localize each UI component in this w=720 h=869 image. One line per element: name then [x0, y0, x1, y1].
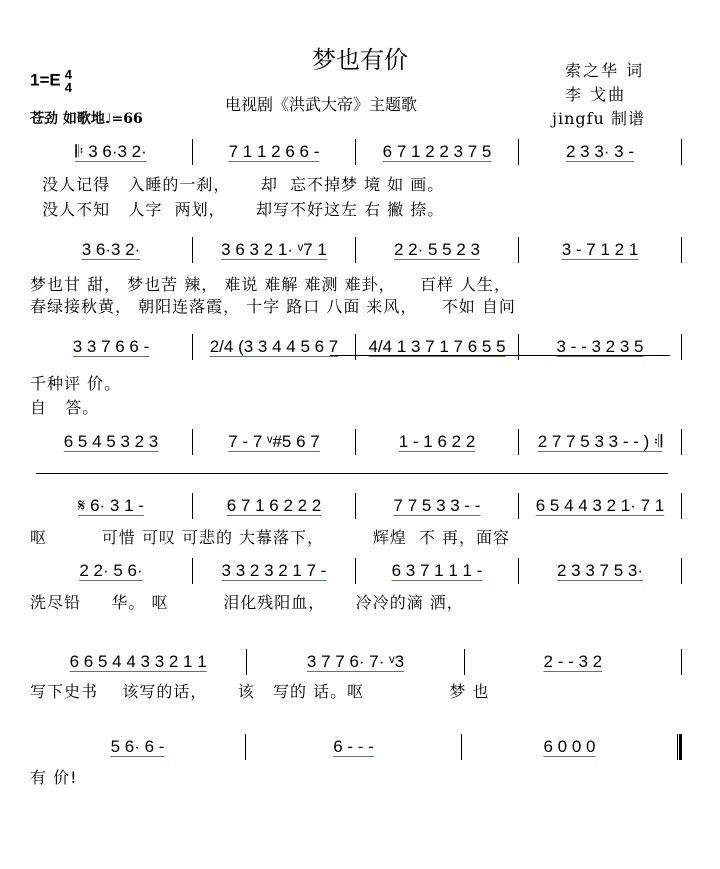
measure [356, 240, 518, 260]
staff-row [30, 238, 682, 262]
lyric-line: 没人记得 入睡的一刹， 却 忘不掉梦 境 如 画。 [30, 175, 445, 194]
tempo-marking: 苍劲 如歌地♩=66 [30, 111, 143, 127]
measure-notes: 2 - - 3 2 [543, 652, 603, 671]
measure [246, 737, 461, 757]
measure-notes: 7 7 5 3 3 - - [393, 496, 481, 515]
measure [462, 737, 677, 757]
measure-notes: 3 - 7 1 2 1 [561, 240, 639, 259]
lyric-line: 自 答。 [30, 398, 100, 417]
measure-notes: 7 1 1 2 6 6 - [228, 142, 320, 161]
measure-notes: 𝄋 6· 3 1 - [78, 496, 144, 515]
lyric-line: 没人不知 人字 两划， 却写不好这左 右 撇 捺。 [30, 200, 445, 219]
measure-notes: 7 - 7 ᵛ#5 6 7 [228, 432, 320, 451]
song-title: 梦也有价 [312, 46, 408, 74]
measure [356, 337, 518, 357]
measure-notes: 2 7 7 5 3 3 - - ) 𝄇 [537, 432, 663, 451]
measure [30, 432, 192, 452]
measure [519, 561, 681, 581]
measure [30, 142, 192, 162]
measure [519, 432, 681, 452]
segno-line [36, 473, 668, 474]
measure [356, 561, 518, 581]
measure-notes: 3 6·3 2· [81, 240, 141, 259]
measure-notes: 3 - - 3 2 3 5 [556, 337, 644, 356]
measure [193, 337, 355, 357]
measure [356, 142, 518, 162]
barline [681, 334, 682, 360]
lyric-line: 写下史书 该写的话， 该 写的 话。呕 梦 也 [30, 682, 490, 701]
staff-row [30, 559, 682, 583]
measure-notes: 2 2· 5 6· [79, 561, 143, 580]
measure-notes: 3 3 2 3 2 1 7 - [221, 561, 327, 580]
measure [356, 496, 518, 516]
lyricist-credit: 索之华 词 [565, 61, 645, 80]
lyric-line: 洗尽铅 华。 呕 泪化残阳血， 冷冷的滴 洒， [30, 593, 464, 612]
lyric-line: 千种评 价。 [30, 374, 122, 393]
measure-notes: 6 - - - [333, 737, 374, 756]
barline [681, 493, 682, 519]
measure [356, 432, 518, 452]
arranger-credit: jingfu 制谱 [552, 109, 645, 128]
staff-row [30, 430, 682, 454]
measure [519, 337, 681, 357]
measure-notes: 6 5 4 5 3 2 3 [63, 432, 159, 451]
composer-credit: 李 戈曲 [565, 85, 627, 104]
measure [30, 737, 245, 757]
measure [193, 240, 355, 260]
key-label: 1=E [30, 70, 61, 90]
time-signature [65, 68, 72, 94]
measure [519, 496, 681, 516]
measure-notes: 2 3 3 7 5 3· [556, 561, 643, 580]
barline [681, 237, 682, 263]
measure [193, 142, 355, 162]
measure [30, 240, 192, 260]
measure-notes: 4/4 1 3 7 1 7 6 5 5 [368, 337, 506, 356]
lyric-line: 有 价! [30, 768, 78, 787]
measure-notes: 3 7 7 6· 7· ᵛ3 [306, 652, 405, 671]
measure [193, 496, 355, 516]
staff-row [30, 494, 682, 518]
subtitle: 电视剧《洪武大帝》主题歌 [225, 95, 418, 114]
measure [193, 432, 355, 452]
measure [247, 652, 463, 672]
measure-notes: 6 7 1 2 2 3 7 5 [382, 142, 492, 161]
barline [681, 429, 682, 455]
measure-notes: 𝄆 3 6·3 2· [75, 142, 147, 161]
staff-row [30, 650, 682, 674]
staff-row [30, 335, 682, 359]
barline [681, 139, 682, 165]
measure [30, 652, 246, 672]
measure-notes: 3 6 3 2 1· ᵛ7 1 [221, 240, 327, 259]
staff-row [30, 140, 682, 164]
measure-notes: 1 - 1 6 2 2 [398, 432, 476, 451]
key-signature [30, 68, 72, 94]
measure-notes: 5 6· 6 - [110, 737, 165, 756]
measure-notes: 6 5 4 4 3 2 1· 7 1 [535, 496, 665, 515]
lyric-line: 梦也甘 甜， 梦也苦 辣， 难说 难解 难测 难卦， 百样 人生， [30, 275, 512, 294]
measure [193, 561, 355, 581]
final-barline [677, 734, 682, 760]
measure-notes: 6 7 1 6 2 2 2 [226, 496, 322, 515]
measure [465, 652, 681, 672]
time-top: 4 [64, 67, 72, 82]
barline [681, 649, 682, 675]
lyric-line: 春绿接秋黄， 朝阳连落霞， 十字 路口 八面 来风， 不如 自问 [30, 297, 516, 316]
barline [681, 558, 682, 584]
measure [519, 240, 681, 260]
time-bottom: 4 [64, 80, 72, 95]
staff-row [30, 735, 682, 759]
measure-notes: 6 6 5 4 4 3 3 2 1 1 [69, 652, 207, 671]
measure-notes: 6 3 7 1 1 1 - [391, 561, 483, 580]
measure [519, 142, 681, 162]
measure [30, 337, 192, 357]
measure-notes: 3 3 7 6 6 - [72, 337, 150, 356]
lyric-line: 呕 可惜 可叹 可悲的 大幕落下， 辉煌 不 再，面容 [30, 528, 510, 547]
measure [30, 561, 192, 581]
measure-notes: 2 2· 5 5 2 3 [393, 240, 480, 259]
measure [30, 496, 192, 516]
measure-notes: 2/4 (3 3 4 4 5 6 7 [209, 337, 339, 356]
measure-notes: 2 3 3· 3 - [565, 142, 635, 161]
measure-notes: 6 0 0 0 [543, 737, 596, 756]
